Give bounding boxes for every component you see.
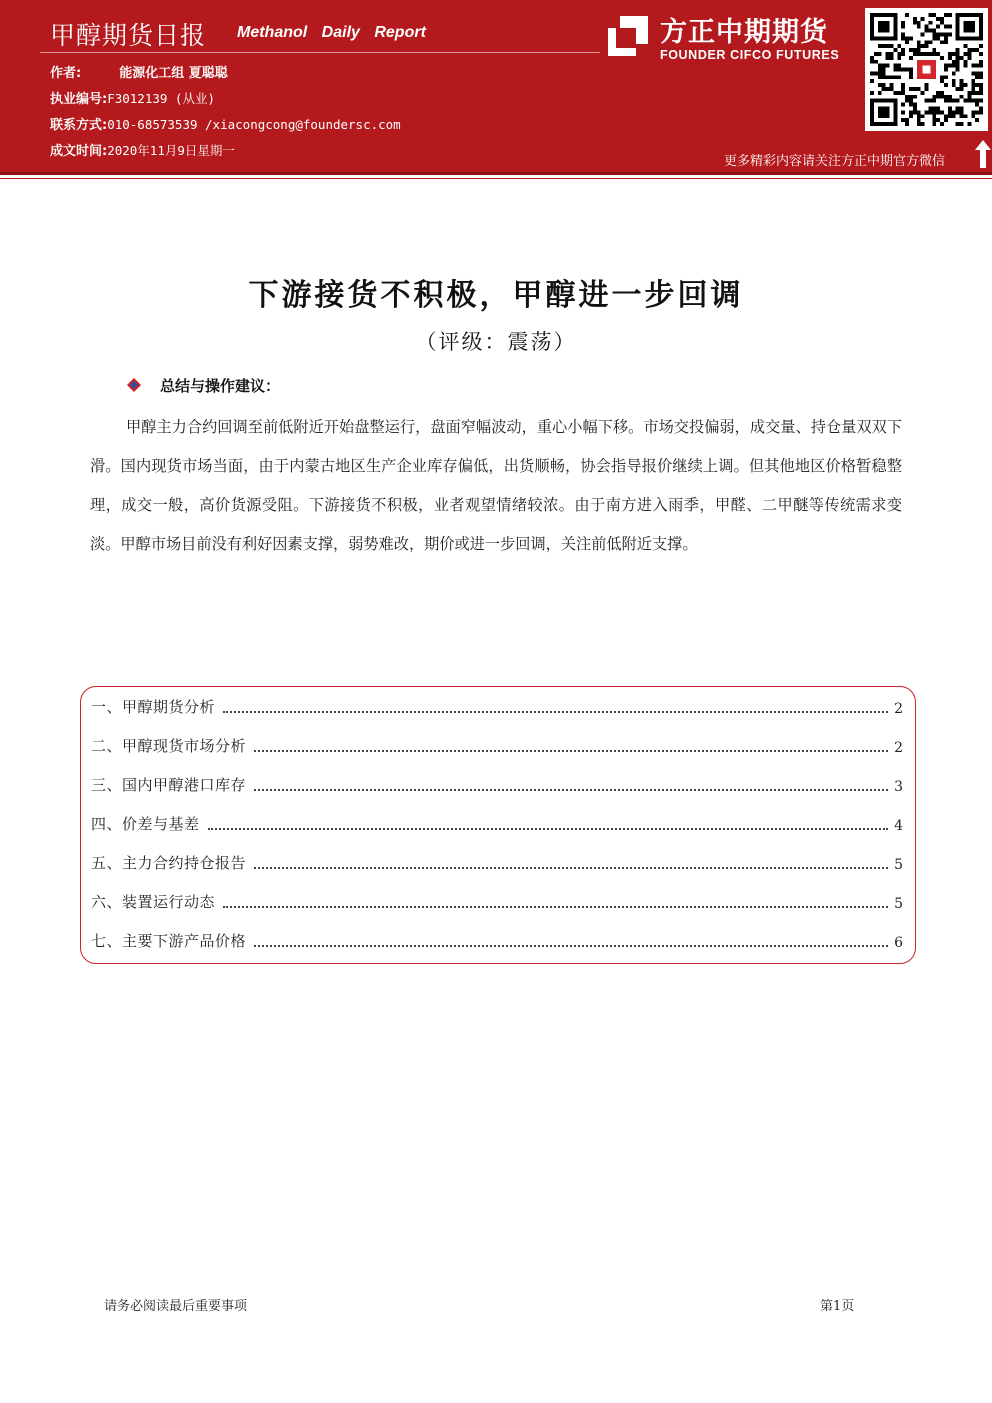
toc-entry-page: 3 [894,779,903,795]
toc-entry-label: 一、甲醇期货分析 [91,698,216,716]
header-divider-thin [0,178,992,179]
toc-entry-label: 四、价差与基差 [91,815,200,833]
brand-name-en: FOUNDER CIFCO FUTURES [660,48,840,62]
footer-notice: 请务必阅读最后重要事项 [104,1299,248,1314]
toc-leader-dots [254,935,888,947]
toc-entry-page: 5 [894,896,903,912]
date-label: 成文时间: [50,144,108,159]
toc-leader-dots [254,740,888,752]
report-series-title: 甲醇期货日报 [50,21,207,50]
toc-leader-dots [208,818,889,830]
toc-leader-dots [223,896,888,908]
author-value: 能源化工组 夏聪聪 [119,66,228,81]
toc-entry-page: 2 [894,740,903,756]
toc-entry[interactable] [91,695,903,717]
contact-row [50,114,401,133]
toc-entry[interactable] [91,773,903,795]
toc-entry-page: 5 [894,857,903,873]
toc-entry[interactable] [91,812,903,834]
summary-paragraph: 甲醇主力合约回调至前低附近开始盘整运行，盘面窄幅波动，重心小幅下移。市场交投偏弱，成交量、持仓量双双下滑。国内现货市场当面，由于内蒙古地区生产企业库存偏低，出货顺畅，协会指导报价继续上调。但其他地区价格暂稳整理，成交一般，高价货源受阻。下游接货不积极，业者观望情绪较浓。由于南方进入雨季，甲醛、二甲醚等传统需求变淡。甲醇市场目前没有利好因素支撑，弱势难改，期价或进一步回调，关注前低附近支撑。 [90,418,902,553]
toc-leader-dots [223,701,888,713]
toc-entry[interactable] [91,890,903,912]
header-divider [0,172,992,175]
license-row [50,88,215,107]
toc-entry[interactable] [91,734,903,756]
toc-entry[interactable] [91,851,903,873]
follow-wechat-text: 更多精彩内容请关注方正中期官方微信 [724,154,946,169]
license-label: 执业编号: [50,92,108,107]
qr-code [865,8,988,131]
toc-leader-dots [254,779,888,791]
table-of-contents [80,686,916,964]
toc-entry-label: 五、主力合约持仓报告 [91,854,247,872]
toc-entry-page: 6 [894,935,903,951]
diamond-bullet-icon [126,377,142,393]
toc-entry-label: 七、主要下游产品价格 [91,932,247,950]
license-value: F3012139 (从业) [107,91,215,106]
footer-page-number: 第1页 [820,1299,855,1314]
report-title: 下游接货不积极，甲醇进一步回调 [248,278,744,313]
author-row [50,62,228,81]
section-heading-text: 总结与操作建议： [160,377,281,395]
section-heading [126,375,280,396]
report-series-title-en: Methanol Daily Report [237,24,426,41]
title-underline [40,52,600,53]
toc-entry-label: 六、装置运行动态 [91,893,216,911]
date-value: 2020年11月9日星期一 [107,143,235,158]
brand-name: 方正中期期货 [660,17,828,48]
contact-value: 010-68573539 /xiacongcong@foundersc.com [107,117,401,132]
toc-entry-page: 4 [894,818,903,834]
date-row [50,140,235,159]
toc-entry-label: 二、甲醇现货市场分析 [91,737,247,755]
qr-code-icon [870,13,983,126]
arrow-up-icon [975,140,991,168]
toc-entry-page: 2 [894,701,903,717]
contact-label: 联系方式: [50,118,108,133]
toc-leader-dots [254,857,888,869]
toc-entry-label: 三、国内甲醇港口库存 [91,776,247,794]
report-rating: （评级：震荡） [415,330,577,354]
founder-logo-icon [606,14,650,58]
toc-entry[interactable] [91,929,903,951]
author-label: 作者: [50,66,82,81]
